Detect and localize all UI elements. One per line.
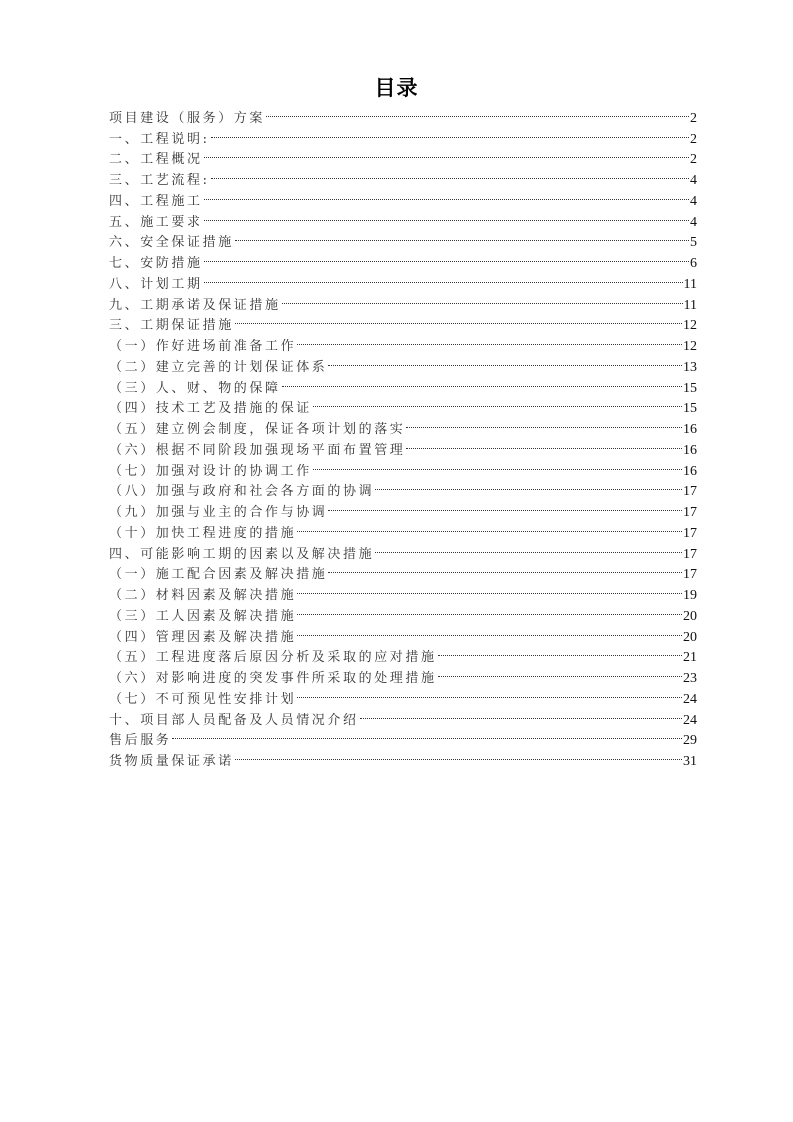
toc-dot-leader [313,392,682,413]
toc-entry-text: （四）技术工艺及措施的保证 [109,401,312,417]
toc-page-number: 12 [683,339,697,354]
toc-page-number: 2 [690,110,697,126]
toc-page-number: 13 [683,359,697,375]
toc-dot-leader [375,475,682,496]
toc-dot-leader [282,371,682,392]
toc-entry-text: 一、工程说明: [109,131,210,147]
toc-page-number: 11 [683,276,697,292]
toc-entry-text: （二）材料因素及解决措施 [109,588,297,603]
toc-entry-text: （五）建立例会制度，保证各项计划的落实 [109,422,406,437]
toc-dot-leader [235,309,682,330]
toc-page-number: 17 [683,546,697,562]
toc-dot-leader [297,599,682,620]
toc-page-number: 17 [683,505,697,520]
toc-dot-leader [438,641,682,662]
toc-entry-text: 项目建设（服务）方案 [109,110,266,126]
toc-entry-text: 六、安全保证措施 [109,235,234,251]
toc-dot-leader [360,703,682,724]
toc-entry-text: （四）管理因素及解决措施 [109,629,297,645]
toc-dot-leader [297,516,682,537]
toc-entry-text: 二、工程概况 [109,152,203,168]
toc-dot-leader [297,620,682,641]
toc-dot-leader [204,205,689,226]
toc-entry-text: （七）加强对设计的协调工作 [109,463,312,479]
toc-page-number: 15 [683,401,697,417]
toc-page-number: 20 [683,608,697,624]
toc-entry-text: 售后服务 [109,733,172,749]
toc-page-number: 17 [683,567,697,583]
toc-entry-text: （十）加快工程进度的措施 [109,525,297,541]
toc-dot-leader [211,163,689,184]
toc-entry-text: 五、施工要求 [109,214,203,230]
toc-page-number: 16 [683,463,697,479]
toc-entry-text: 四、可能影响工期的因素以及解决措施 [109,546,375,562]
toc-page-number: 4 [690,214,697,230]
toc-entry[interactable] [109,744,697,769]
toc-dot-leader [375,537,682,558]
toc-dot-leader [282,288,683,309]
toc-page-number: 2 [690,152,697,168]
toc-page-number: 5 [690,235,697,251]
toc-page-number: 4 [690,193,697,209]
toc-entry-text: 十、项目部人员配备及人员情况介绍 [109,712,359,728]
toc-entry[interactable] [109,101,697,126]
toc-page-number: 17 [683,525,697,541]
toc-entry-text: （二）建立完善的计划保证体系 [109,359,328,375]
toc-entry-text: 货物质量保证承诺 [109,754,234,769]
toc-dot-leader [438,661,682,682]
toc-page-number: 4 [690,173,697,188]
toc-page-number: 16 [683,442,697,458]
toc-page-number: 2 [690,131,697,147]
toc-entry-text: （三）人、财、物的保障 [109,380,281,396]
toc-page-number: 24 [683,691,697,707]
toc-dot-leader [297,578,682,599]
toc-dot-leader [204,267,683,288]
toc-entry-text: （九）加强与业主的合作与协调 [109,505,328,520]
toc-page-number: 21 [683,650,697,666]
toc-dot-leader [235,226,689,247]
toc-dot-leader [266,101,689,122]
toc-entry-text: （五）工程进度落后原因分析及采取的应对措施 [109,650,437,666]
toc-entry-text: 八、计划工期 [109,276,203,292]
toc-entry-text: （七）不可预见性安排计划 [109,691,297,707]
toc-page-number: 29 [683,733,697,749]
toc-dot-leader [297,682,682,703]
toc-entry-text: 四、工程施工 [109,193,203,209]
toc-page-number: 17 [683,484,697,500]
toc-dot-leader [204,184,689,205]
toc-dot-leader [328,495,682,516]
toc-entry-text: （一）作好进场前准备工作 [109,339,297,354]
toc-dot-leader [211,122,689,143]
toc-page-number: 12 [683,318,697,334]
toc-dot-leader [235,744,682,765]
toc-dot-leader [406,433,682,454]
toc-dot-leader [204,246,689,267]
toc-dot-leader [172,724,682,745]
toc-page-number: 23 [683,671,697,686]
toc-entry-text: 九、工期承诺及保证措施 [109,297,281,313]
toc-page-number: 20 [683,629,697,645]
table-of-contents [109,101,697,769]
toc-dot-leader [406,412,682,433]
toc-page-number: 15 [683,380,697,396]
toc-entry-text: 三、工艺流程: [109,173,210,188]
toc-entry-text: 七、安防措施 [109,256,203,271]
toc-page-number: 24 [683,712,697,728]
toc-entry-text: （三）工人因素及解决措施 [109,608,297,624]
toc-dot-leader [313,454,682,475]
toc-page-number: 6 [690,256,697,271]
toc-dot-leader [328,558,682,579]
toc-dot-leader [297,329,682,350]
toc-title: 目录 [374,76,419,100]
toc-entry-text: （六）根据不同阶段加强现场平面布置管理 [109,442,406,458]
toc-entry-text: 三、工期保证措施 [109,318,234,334]
toc-entry[interactable] [109,724,697,749]
toc-page-number: 19 [683,588,697,603]
toc-page-number: 11 [683,297,697,313]
toc-dot-leader [328,350,682,371]
toc-entry-text: （六）对影响进度的突发事件所采取的处理措施 [109,671,437,686]
toc-dot-leader [204,143,689,164]
toc-entry-text: （一）施工配合因素及解决措施 [109,567,328,583]
toc-entry-text: （八）加强与政府和社会各方面的协调 [109,484,375,500]
toc-page-number: 31 [683,754,697,769]
toc-page-number: 16 [683,422,697,437]
